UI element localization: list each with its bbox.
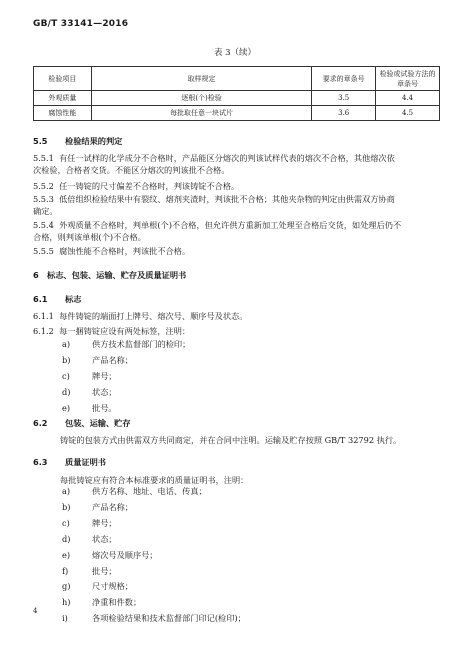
list-item: c) 牌号； [62, 370, 117, 381]
list-item: c) 牌号； [62, 517, 117, 528]
paragraph-6-2: 铸锭的包装方式由供需双方共同商定，并在合同中注明。运输及贮存按照 GB/T 32792 执行。 [60, 435, 402, 445]
paragraph-5-5-1-cont: 次检验，合格者交货。不能区分熔次的判该批不合格。 [33, 165, 230, 175]
list-item: a) 供方名称、地址、电话、传真； [62, 486, 207, 496]
document-header: GB/T 33141—2016 [33, 19, 129, 29]
column-header: 检验项目 [34, 67, 92, 91]
section-heading-6: 6 标志、包装、运输、贮存及质量证明书 [33, 270, 187, 280]
table-cell: 每批取任意一块试片 [91, 106, 311, 121]
section-heading-5-5: 5.5 检验结果的判定 [33, 136, 123, 146]
table-cell: 4.5 [376, 106, 440, 121]
column-header: 取样规定 [91, 67, 311, 91]
list-item: a) 供方技术监督部门的检印； [62, 339, 191, 349]
list-item: e) 批号。 [62, 402, 117, 413]
table-cell: 4.4 [376, 91, 440, 106]
list-item: b) 产品名称； [62, 501, 133, 512]
list-item: e) 熔次号及顺序号； [62, 549, 158, 560]
section-heading-6-2: 6.2 包装、运输、贮存 [33, 418, 131, 428]
list-item: b) 产品名称； [62, 354, 133, 365]
column-header: 要求的章条号 [312, 67, 376, 91]
table-row [34, 106, 440, 121]
paragraph-5-5-1: 5.5.1 有任一试样的化学成分不合格时，产品能区分熔次的判该试样代表的熔次不合格，其他熔次依 [33, 153, 395, 163]
table-row [34, 91, 440, 106]
list-item: h) 净重和件数； [62, 597, 142, 608]
label-list [62, 337, 190, 417]
paragraph-5-5-3-cont: 确定。 [33, 206, 58, 216]
table-cell: 3.5 [312, 91, 376, 106]
list-item: g) 尺寸规格； [62, 581, 133, 592]
paragraph-5-5-4-cont: 合格，则判该单根(个)不合格。 [33, 232, 146, 242]
paragraph-6-3: 每批铸锭应有符合本标准要求的质量证明书，注明： [60, 475, 249, 485]
table-cell: 腐蚀性能 [34, 106, 92, 121]
list-item: d) 状态； [62, 533, 117, 544]
list-item: i) 各项检验结果和技术监督部门印记(检印)； [62, 613, 246, 624]
column-header: 检验或试验方法的章条号 [376, 67, 440, 91]
paragraph-5-5-5: 5.5.5 腐蚀性能不合格时，判该批不合格。 [33, 246, 191, 256]
certificate-list [62, 484, 246, 627]
paragraph-6-1-1: 6.1.1 每件铸锭的端面打上牌号、熔次号、顺序号及状态。 [33, 311, 248, 321]
inspection-table [33, 66, 440, 121]
page-number: 4 [33, 607, 38, 615]
paragraph-5-5-2: 5.5.2 任一铸锭的尺寸偏差不合格时，判该铸锭不合格。 [33, 181, 240, 191]
list-item: d) 状态； [62, 386, 117, 397]
paragraph-6-1-2: 6.1.2 每一捆铸锭应设有两处标签，注明： [33, 326, 191, 336]
paragraph-5-5-3: 5.5.3 低倍组织检验结果中有裂纹、熔剂夹渣时，判该批不合格；其他夹杂物的判定由供需双方协商 [33, 194, 395, 204]
table-cell: 3.6 [312, 106, 376, 121]
section-heading-6-1: 6.1 标志 [33, 294, 82, 304]
section-heading-6-3: 6.3 质量证明书 [33, 457, 106, 467]
paragraph-5-5-4: 5.5.4 外观质量不合格时，判单根(个)不合格，但允许供方重新加工处理至合格后交货，如处理后仍不 [33, 220, 402, 230]
table-cell: 逐根(个)检验 [91, 91, 311, 106]
table-title: 表 3（续） [213, 48, 257, 58]
table-cell: 外观质量 [34, 91, 92, 106]
table-header-row [34, 67, 440, 91]
list-item: f) 批号； [62, 565, 117, 576]
